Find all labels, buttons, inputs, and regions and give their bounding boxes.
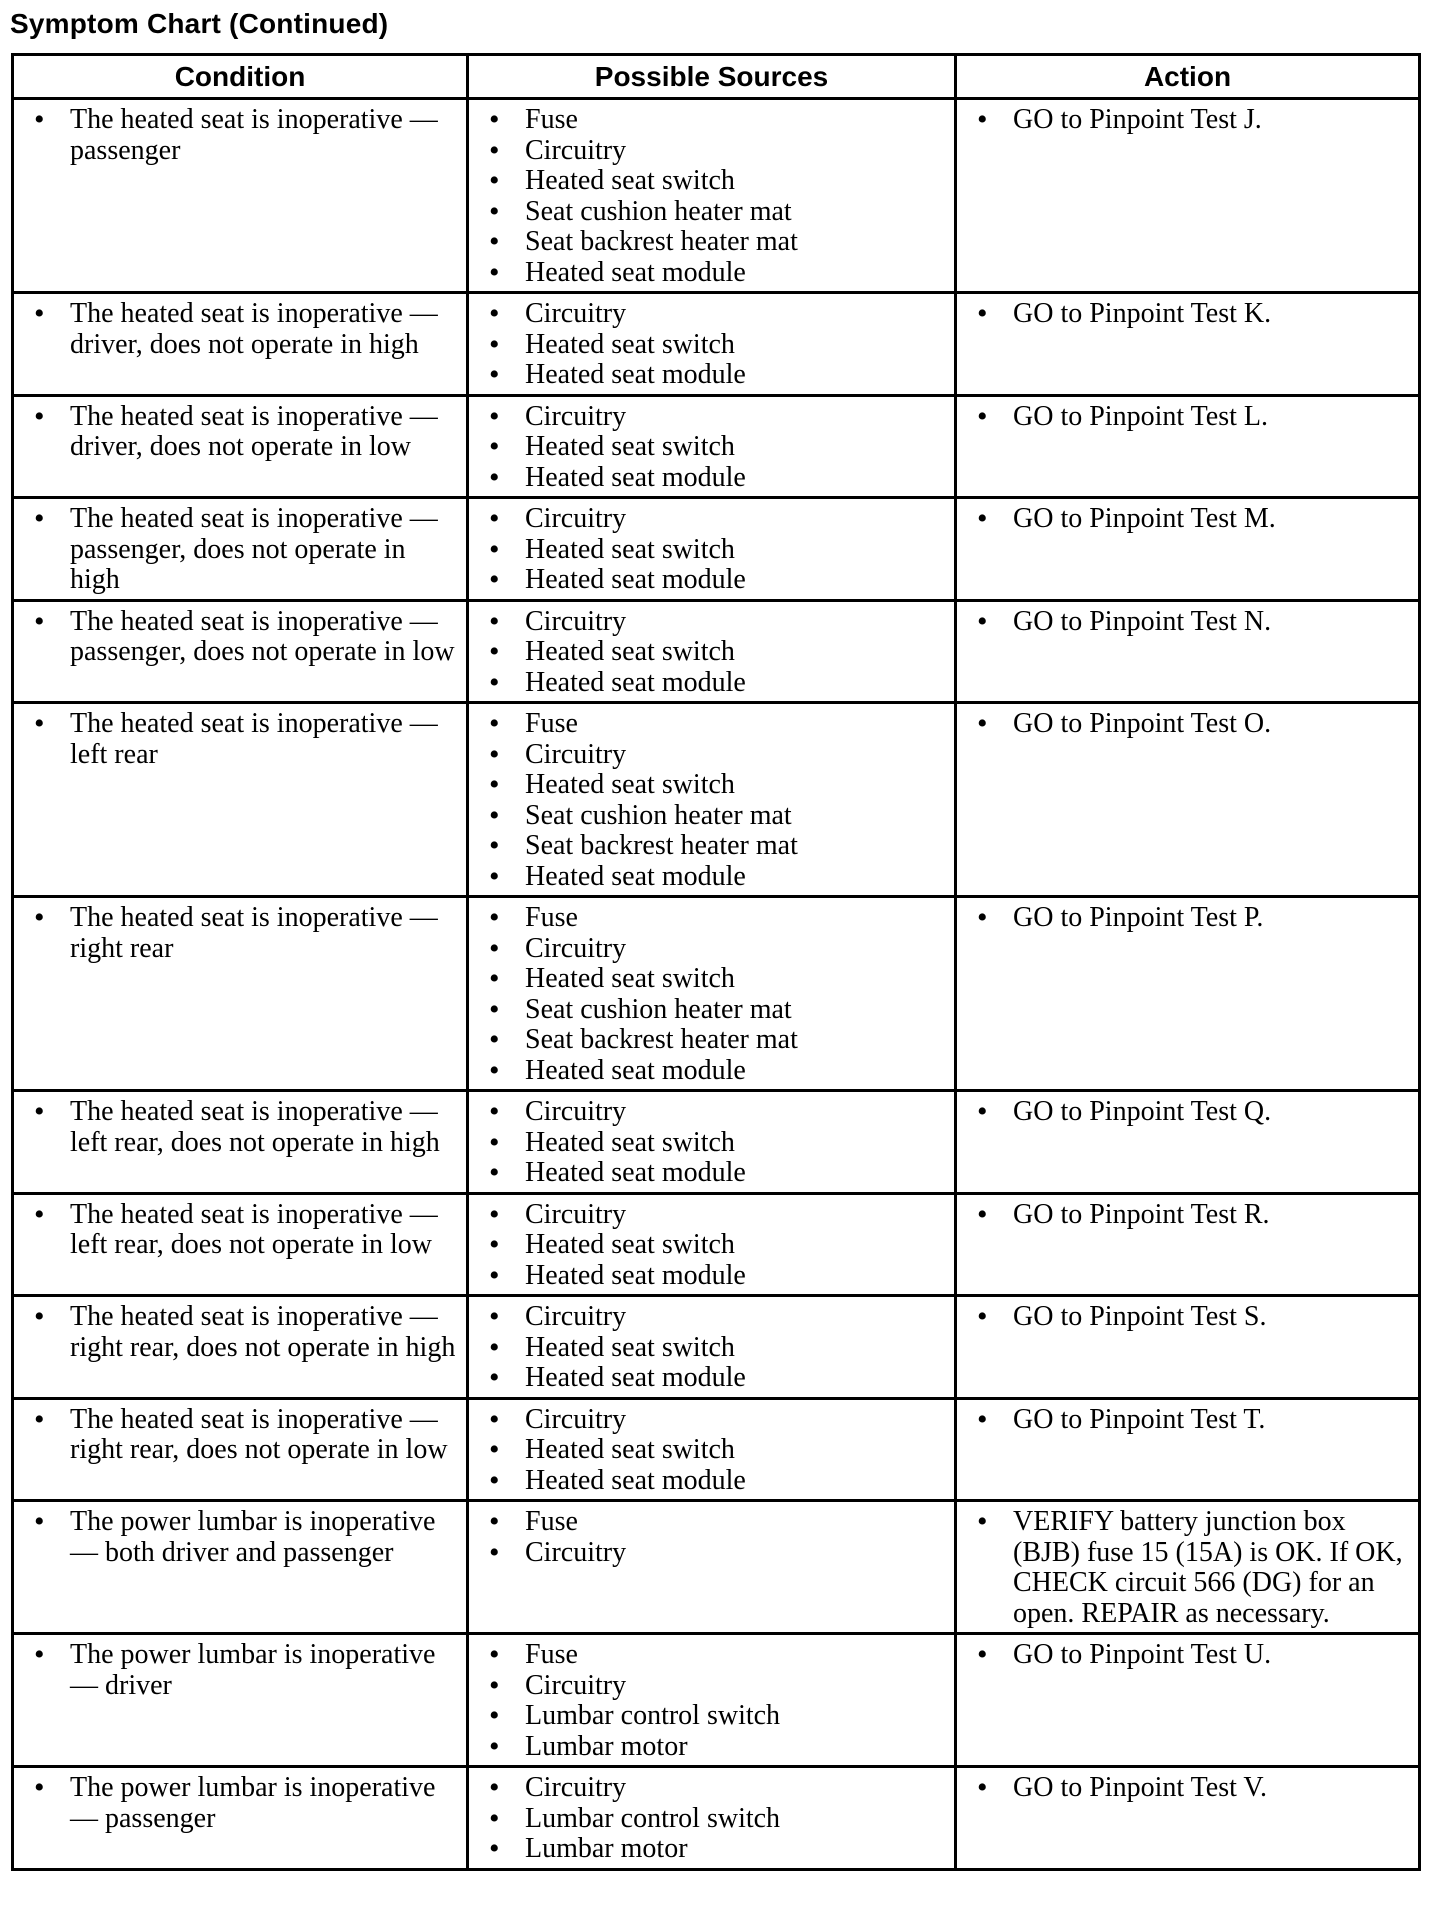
condition-cell	[13, 897, 468, 1091]
source-item: • Fuse	[479, 1640, 946, 1671]
action-text: • GO to Pinpoint Test V.	[967, 1773, 1410, 1804]
source-item: • Heated seat module	[479, 862, 946, 893]
table-row	[13, 99, 1420, 293]
source-item: • Seat cushion heater mat	[479, 801, 946, 832]
bullet-list	[967, 1773, 1410, 1804]
possible-sources-cell	[468, 99, 956, 293]
source-item: • Heated seat switch	[479, 432, 946, 463]
condition-text: • The power lumbar is inoperative — both driver and passenger	[24, 1507, 458, 1568]
action-cell	[956, 1296, 1420, 1399]
source-item: • Heated seat switch	[479, 535, 946, 566]
bullet-list	[479, 504, 946, 596]
possible-sources-cell	[468, 897, 956, 1091]
bullet-list	[967, 903, 1410, 934]
source-item: • Heated seat switch	[479, 1435, 946, 1466]
condition-cell	[13, 395, 468, 498]
source-item: • Circuitry	[479, 402, 946, 433]
header-possible-sources: Possible Sources	[468, 55, 956, 99]
possible-sources-cell	[468, 1501, 956, 1634]
bullet-list	[479, 1097, 946, 1189]
possible-sources-cell	[468, 498, 956, 601]
source-item: • Circuitry	[479, 1773, 946, 1804]
condition-cell	[13, 1501, 468, 1634]
action-cell	[956, 1398, 1420, 1501]
source-item: • Seat backrest heater mat	[479, 831, 946, 862]
source-item: • Heated seat module	[479, 1261, 946, 1292]
bullet-list	[967, 1405, 1410, 1436]
condition-text: • The heated seat is inoperative — left rear	[24, 709, 458, 770]
condition-text: • The heated seat is inoperative — driver, does not operate in high	[24, 299, 458, 360]
table-row	[13, 1767, 1420, 1870]
condition-text: • The heated seat is inoperative — passenger	[24, 105, 458, 166]
possible-sources-cell	[468, 600, 956, 703]
source-item: • Circuitry	[479, 1405, 946, 1436]
condition-cell	[13, 1296, 468, 1399]
bullet-list	[479, 402, 946, 494]
action-text: • GO to Pinpoint Test N.	[967, 607, 1410, 638]
action-cell	[956, 99, 1420, 293]
source-item: • Circuitry	[479, 1097, 946, 1128]
source-item: • Circuitry	[479, 299, 946, 330]
condition-text: • The heated seat is inoperative — right rear, does not operate in low	[24, 1405, 458, 1466]
action-cell	[956, 1767, 1420, 1870]
source-item: • Lumbar control switch	[479, 1701, 946, 1732]
bullet-list	[24, 1200, 458, 1261]
action-text: • GO to Pinpoint Test L.	[967, 402, 1410, 433]
bullet-list	[479, 1302, 946, 1394]
bullet-list	[967, 1302, 1410, 1333]
bullet-list	[24, 299, 458, 360]
table-row	[13, 1296, 1420, 1399]
table-row	[13, 293, 1420, 396]
source-item: • Heated seat switch	[479, 166, 946, 197]
action-text: • GO to Pinpoint Test O.	[967, 709, 1410, 740]
condition-cell	[13, 293, 468, 396]
bullet-list	[967, 709, 1410, 740]
source-item: • Heated seat module	[479, 1158, 946, 1189]
condition-text: • The heated seat is inoperative — right rear, does not operate in high	[24, 1302, 458, 1363]
source-item: • Heated seat module	[479, 1056, 946, 1087]
condition-cell	[13, 99, 468, 293]
condition-text: • The heated seat is inoperative — driver, does not operate in low	[24, 402, 458, 463]
table-row	[13, 498, 1420, 601]
action-text: • GO to Pinpoint Test S.	[967, 1302, 1410, 1333]
table-row	[13, 1501, 1420, 1634]
condition-text: • The heated seat is inoperative — left rear, does not operate in low	[24, 1200, 458, 1261]
table-row	[13, 600, 1420, 703]
source-item: • Circuitry	[479, 136, 946, 167]
source-item: • Heated seat switch	[479, 1230, 946, 1261]
condition-cell	[13, 1193, 468, 1296]
bullet-list	[967, 402, 1410, 433]
action-cell	[956, 600, 1420, 703]
table-row	[13, 1193, 1420, 1296]
action-cell	[956, 1193, 1420, 1296]
possible-sources-cell	[468, 1296, 956, 1399]
action-cell	[956, 703, 1420, 897]
bullet-list	[24, 1507, 458, 1568]
possible-sources-cell	[468, 1193, 956, 1296]
bullet-list	[479, 903, 946, 1086]
table-row	[13, 897, 1420, 1091]
bullet-list	[967, 1507, 1410, 1629]
condition-cell	[13, 1091, 468, 1194]
header-row	[13, 55, 1420, 99]
source-item: • Circuitry	[479, 1200, 946, 1231]
action-cell	[956, 498, 1420, 601]
source-item: • Heated seat switch	[479, 964, 946, 995]
action-cell	[956, 1501, 1420, 1634]
source-item: • Heated seat switch	[479, 330, 946, 361]
table-row	[13, 1634, 1420, 1767]
action-text: • GO to Pinpoint Test U.	[967, 1640, 1410, 1671]
source-item: • Circuitry	[479, 504, 946, 535]
source-item: • Heated seat switch	[479, 1333, 946, 1364]
bullet-list	[967, 607, 1410, 638]
table-row	[13, 395, 1420, 498]
condition-cell	[13, 1398, 468, 1501]
source-item: • Seat backrest heater mat	[479, 227, 946, 258]
source-item: • Heated seat module	[479, 1363, 946, 1394]
source-item: • Fuse	[479, 105, 946, 136]
possible-sources-cell	[468, 1634, 956, 1767]
source-item: • Heated seat module	[479, 463, 946, 494]
action-text: • GO to Pinpoint Test Q.	[967, 1097, 1410, 1128]
possible-sources-cell	[468, 703, 956, 897]
bullet-list	[479, 709, 946, 892]
condition-text: • The heated seat is inoperative — right rear	[24, 903, 458, 964]
action-text: • GO to Pinpoint Test J.	[967, 105, 1410, 136]
source-item: • Circuitry	[479, 1671, 946, 1702]
bullet-list	[967, 105, 1410, 136]
possible-sources-cell	[468, 1767, 956, 1870]
source-item: • Circuitry	[479, 1302, 946, 1333]
header-action: Action	[956, 55, 1420, 99]
source-item: • Seat backrest heater mat	[479, 1025, 946, 1056]
source-item: • Heated seat module	[479, 1466, 946, 1497]
source-item: • Heated seat switch	[479, 637, 946, 668]
bullet-list	[24, 105, 458, 166]
action-text: • GO to Pinpoint Test T.	[967, 1405, 1410, 1436]
header-condition: Condition	[13, 55, 468, 99]
bullet-list	[24, 402, 458, 463]
table-row	[13, 1398, 1420, 1501]
bullet-list	[967, 1097, 1410, 1128]
action-cell	[956, 293, 1420, 396]
action-cell	[956, 1091, 1420, 1194]
bullet-list	[24, 504, 458, 596]
action-text: • GO to Pinpoint Test M.	[967, 504, 1410, 535]
bullet-list	[24, 607, 458, 668]
bullet-list	[967, 1640, 1410, 1671]
source-item: • Fuse	[479, 903, 946, 934]
possible-sources-cell	[468, 293, 956, 396]
source-item: • Lumbar motor	[479, 1732, 946, 1763]
source-item: • Heated seat module	[479, 668, 946, 699]
possible-sources-cell	[468, 395, 956, 498]
bullet-list	[24, 903, 458, 964]
action-text: • GO to Pinpoint Test K.	[967, 299, 1410, 330]
possible-sources-cell	[468, 1091, 956, 1194]
bullet-list	[24, 1097, 458, 1158]
possible-sources-cell	[468, 1398, 956, 1501]
bullet-list	[479, 1405, 946, 1497]
source-item: • Seat cushion heater mat	[479, 995, 946, 1026]
bullet-list	[479, 299, 946, 391]
table-row	[13, 703, 1420, 897]
source-item: • Lumbar control switch	[479, 1804, 946, 1835]
bullet-list	[967, 504, 1410, 535]
source-item: • Circuitry	[479, 607, 946, 638]
condition-cell	[13, 703, 468, 897]
bullet-list	[479, 1507, 946, 1568]
bullet-list	[967, 1200, 1410, 1231]
bullet-list	[24, 1302, 458, 1363]
condition-text: • The power lumbar is inoperative — driver	[24, 1640, 458, 1701]
condition-cell	[13, 1767, 468, 1870]
bullet-list	[967, 299, 1410, 330]
action-text: • VERIFY battery junction box (BJB) fuse 15 (15A) is OK. If OK, CHECK circuit 566 (DG) for an open. REPAIR as necessary.	[967, 1507, 1410, 1629]
bullet-list	[24, 1773, 458, 1834]
source-item: • Heated seat module	[479, 565, 946, 596]
bullet-list	[479, 1773, 946, 1865]
action-cell	[956, 1634, 1420, 1767]
source-item: • Lumbar motor	[479, 1834, 946, 1865]
source-item: • Circuitry	[479, 934, 946, 965]
condition-text: • The heated seat is inoperative — passenger, does not operate in high	[24, 504, 458, 596]
bullet-list	[24, 1640, 458, 1701]
condition-text: • The heated seat is inoperative — passenger, does not operate in low	[24, 607, 458, 668]
condition-cell	[13, 600, 468, 703]
action-cell	[956, 395, 1420, 498]
bullet-list	[479, 105, 946, 288]
condition-text: • The heated seat is inoperative — left rear, does not operate in high	[24, 1097, 458, 1158]
condition-cell	[13, 498, 468, 601]
action-text: • GO to Pinpoint Test P.	[967, 903, 1410, 934]
chart-body	[13, 99, 1420, 1870]
bullet-list	[24, 709, 458, 770]
action-text: • GO to Pinpoint Test R.	[967, 1200, 1410, 1231]
source-item: • Fuse	[479, 709, 946, 740]
page-title: Symptom Chart (Continued)	[10, 8, 389, 39]
symptom-chart-table	[11, 53, 1421, 1871]
source-item: • Heated seat module	[479, 258, 946, 289]
bullet-list	[479, 607, 946, 699]
source-item: • Heated seat switch	[479, 770, 946, 801]
condition-text: • The power lumbar is inoperative — passenger	[24, 1773, 458, 1834]
source-item: • Seat cushion heater mat	[479, 197, 946, 228]
action-cell	[956, 897, 1420, 1091]
source-item: • Circuitry	[479, 740, 946, 771]
bullet-list	[479, 1640, 946, 1762]
table-row	[13, 1091, 1420, 1194]
source-item: • Circuitry	[479, 1538, 946, 1569]
condition-cell	[13, 1634, 468, 1767]
bullet-list	[479, 1200, 946, 1292]
source-item: • Heated seat module	[479, 360, 946, 391]
bullet-list	[24, 1405, 458, 1466]
source-item: • Heated seat switch	[479, 1128, 946, 1159]
source-item: • Fuse	[479, 1507, 946, 1538]
